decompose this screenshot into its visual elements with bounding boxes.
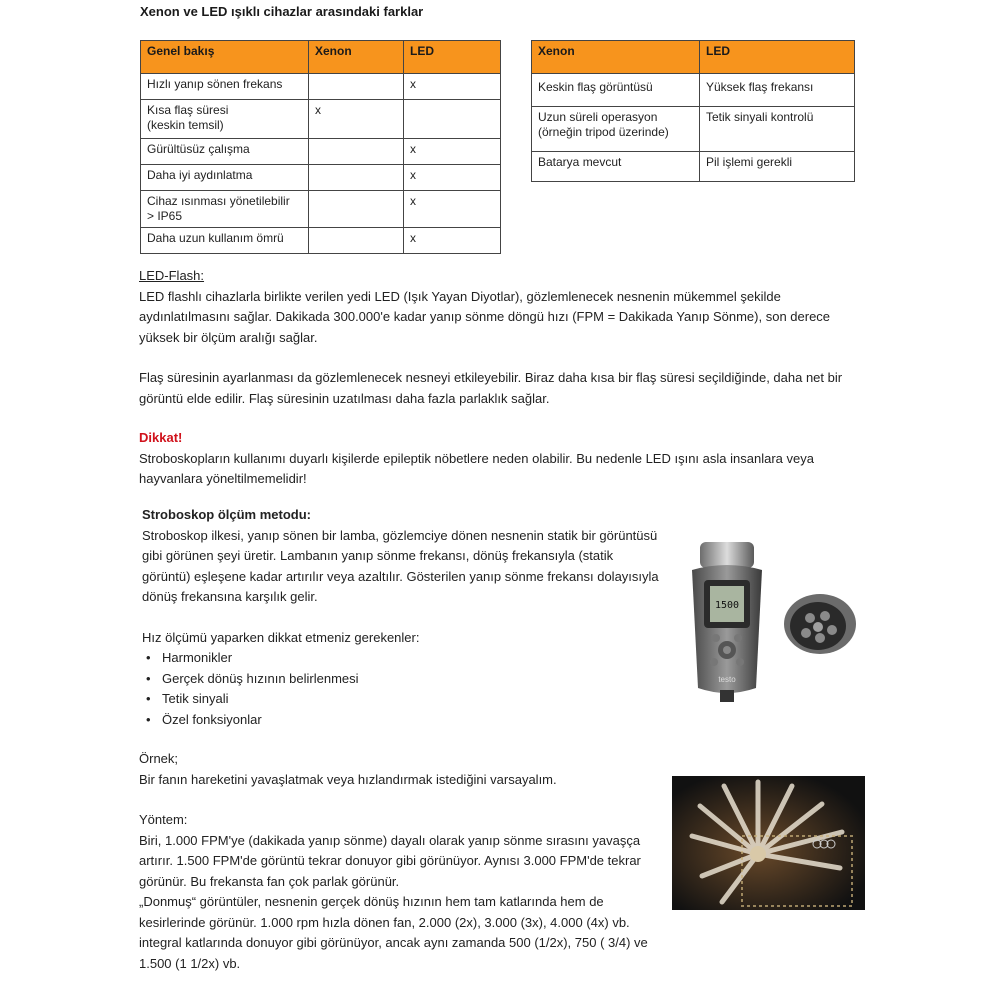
table-cell [309,74,404,100]
list-item: • Harmonikler [142,648,662,669]
table-row [141,165,501,191]
paragraph: Bir fanın hareketini yavaşlatmak veya hızlandırmak istediğini varsayalım. [139,771,557,787]
method-section [142,505,662,730]
list-intro: Hız ölçümü yaparken dikkat etmeniz gerekenler: [142,629,420,645]
table-row [532,74,855,107]
table-header-cell: LED [700,41,855,74]
table-cell [309,165,404,191]
warning-text: Stroboskopların kullanımı duyarlı kişilerde epileptik nöbetlere neden olabilir. Bu nedenle LED ışını asla insanlara veya hayvanlara yöneltilmemelidir! [139,450,814,486]
table-cell: Daha uzun kullanım ömrü [141,228,309,254]
paragraph: Biri, 1.000 FPM'ye (dakikada yanıp sönme) dayalı olarak yanıp sönme sırasını yavaşça artırır. 1.500 FPM'de görüntü tekrar donuyor gibi görünüyor. Aynısı 3.000 FPM'de tekrar görünür. Bu frekansta fan çok parlak görünür. [139,832,641,889]
list-item: • Gerçek dönüş hızının belirlenmesi [142,669,662,690]
table-cell: Keskin flaş görüntüsü [532,74,700,107]
considerations-list [142,648,662,730]
table-header-cell: Genel bakış [141,41,309,74]
brand-label: testo [718,675,736,684]
table-cell [404,100,501,139]
table-cell: Kısa flaş süresi (keskin temsil) [141,100,309,139]
procedure-section [139,810,659,974]
example-section [139,749,659,790]
table-cell: x [309,100,404,139]
table-row [141,139,501,165]
spinning-fan-photo [672,776,865,910]
table-cell: x [404,139,501,165]
warning-heading: Dikkat! [139,430,183,445]
comparison-table-features [531,40,855,182]
table-row [141,100,501,139]
page-title: Xenon ve LED ışıklı cihazlar arasındaki farklar [140,4,424,19]
paragraph: LED flashlı cihazlarla birlikte verilen yedi LED (Işık Yayan Diyotlar), gözlemlenecek nesnenin mükemmel şekilde aydınlatılmasını sağlar. Dakikada 300.000'e kadar yanıp sönme döngü hızı (FPM = Dakikada Yanıp Sönme), son derece yüksek bir ölçüm aralığı sağlar. [139,288,831,345]
table-cell: x [404,74,501,100]
table-header-row [141,41,501,74]
table-header-cell: Xenon [532,41,700,74]
table-cell: x [404,191,501,228]
table-cell: Batarya mevcut [532,152,700,182]
display-readout: 1500 [714,600,740,611]
table-row [532,107,855,152]
paragraph: Flaş süresinin ayarlanması da gözlemlenecek nesneyi etkileyebilir. Biraz daha kısa bir flaş süresi seçildiğinde, daha net bir görüntü elde edilir. Flaş süresinin uzatılması daha fazla parlaklık sağlar. [139,370,843,406]
table-cell [309,228,404,254]
comparison-table-overview [140,40,501,254]
table-header-row [532,41,855,74]
section-heading: Yöntem: [139,812,188,827]
table-cell: Gürültüsüz çalışma [141,139,309,165]
led-flash-section [139,266,859,409]
stroboscope-device-image [680,538,870,708]
table-cell: Tetik sinyali kontrolü [700,107,855,152]
section-heading: Stroboskop ölçüm metodu: [142,507,311,522]
table-cell: Uzun süreli operasyon (örneğin tripod üzerinde) [532,107,700,152]
table-cell: x [404,165,501,191]
table-row [532,152,855,182]
table-cell [309,139,404,165]
warning-section [139,428,859,490]
table-header-cell: Xenon [309,41,404,74]
section-heading: LED-Flash: [139,268,205,283]
list-item: • Özel fonksiyonlar [142,710,662,731]
table-row [141,191,501,228]
table-cell [309,191,404,228]
paragraph: „Donmuş“ görüntüler, nesnenin gerçek dönüş hızının hem tam katlarında hem de kesirlerinde görünür. 1.000 rpm hızla dönen fan, 2.000 (2x), 3.000 (3x), 4.000 (4x) vb. integral katlarında donuyor gibi görünüyor, ancak aynı zamanda 500 (1/2x), 750 ( 3/4) ve 1.500 (1 1/2x) vb. [139,894,648,971]
section-heading: Örnek; [139,751,179,766]
table-row [141,74,501,100]
table-cell: Pil işlemi gerekli [700,152,855,182]
table-cell: x [404,228,501,254]
paragraph: Stroboskop ilkesi, yanıp sönen bir lamba, gözlemciye dönen nesnenin statik bir görüntüsü gibi görünen şeyi üretir. Lambanın yanıp sönme frekansı, dönüş frekansıyla (statik görüntü) eşleşene kadar artırılır veya azaltılır. Gösterilen yanıp sönme frekansı dolayısıyla dönüş frekansına karşılık gelir. [142,527,659,604]
table-cell: Yüksek flaş frekansı [700,74,855,107]
table-row [141,228,501,254]
table-cell: Cihaz ısınması yönetilebilir > IP65 [141,191,309,228]
table-cell: Hızlı yanıp sönen frekans [141,74,309,100]
list-item: • Tetik sinyali [142,689,662,710]
table-header-cell: LED [404,41,501,74]
table-cell: Daha iyi aydınlatma [141,165,309,191]
